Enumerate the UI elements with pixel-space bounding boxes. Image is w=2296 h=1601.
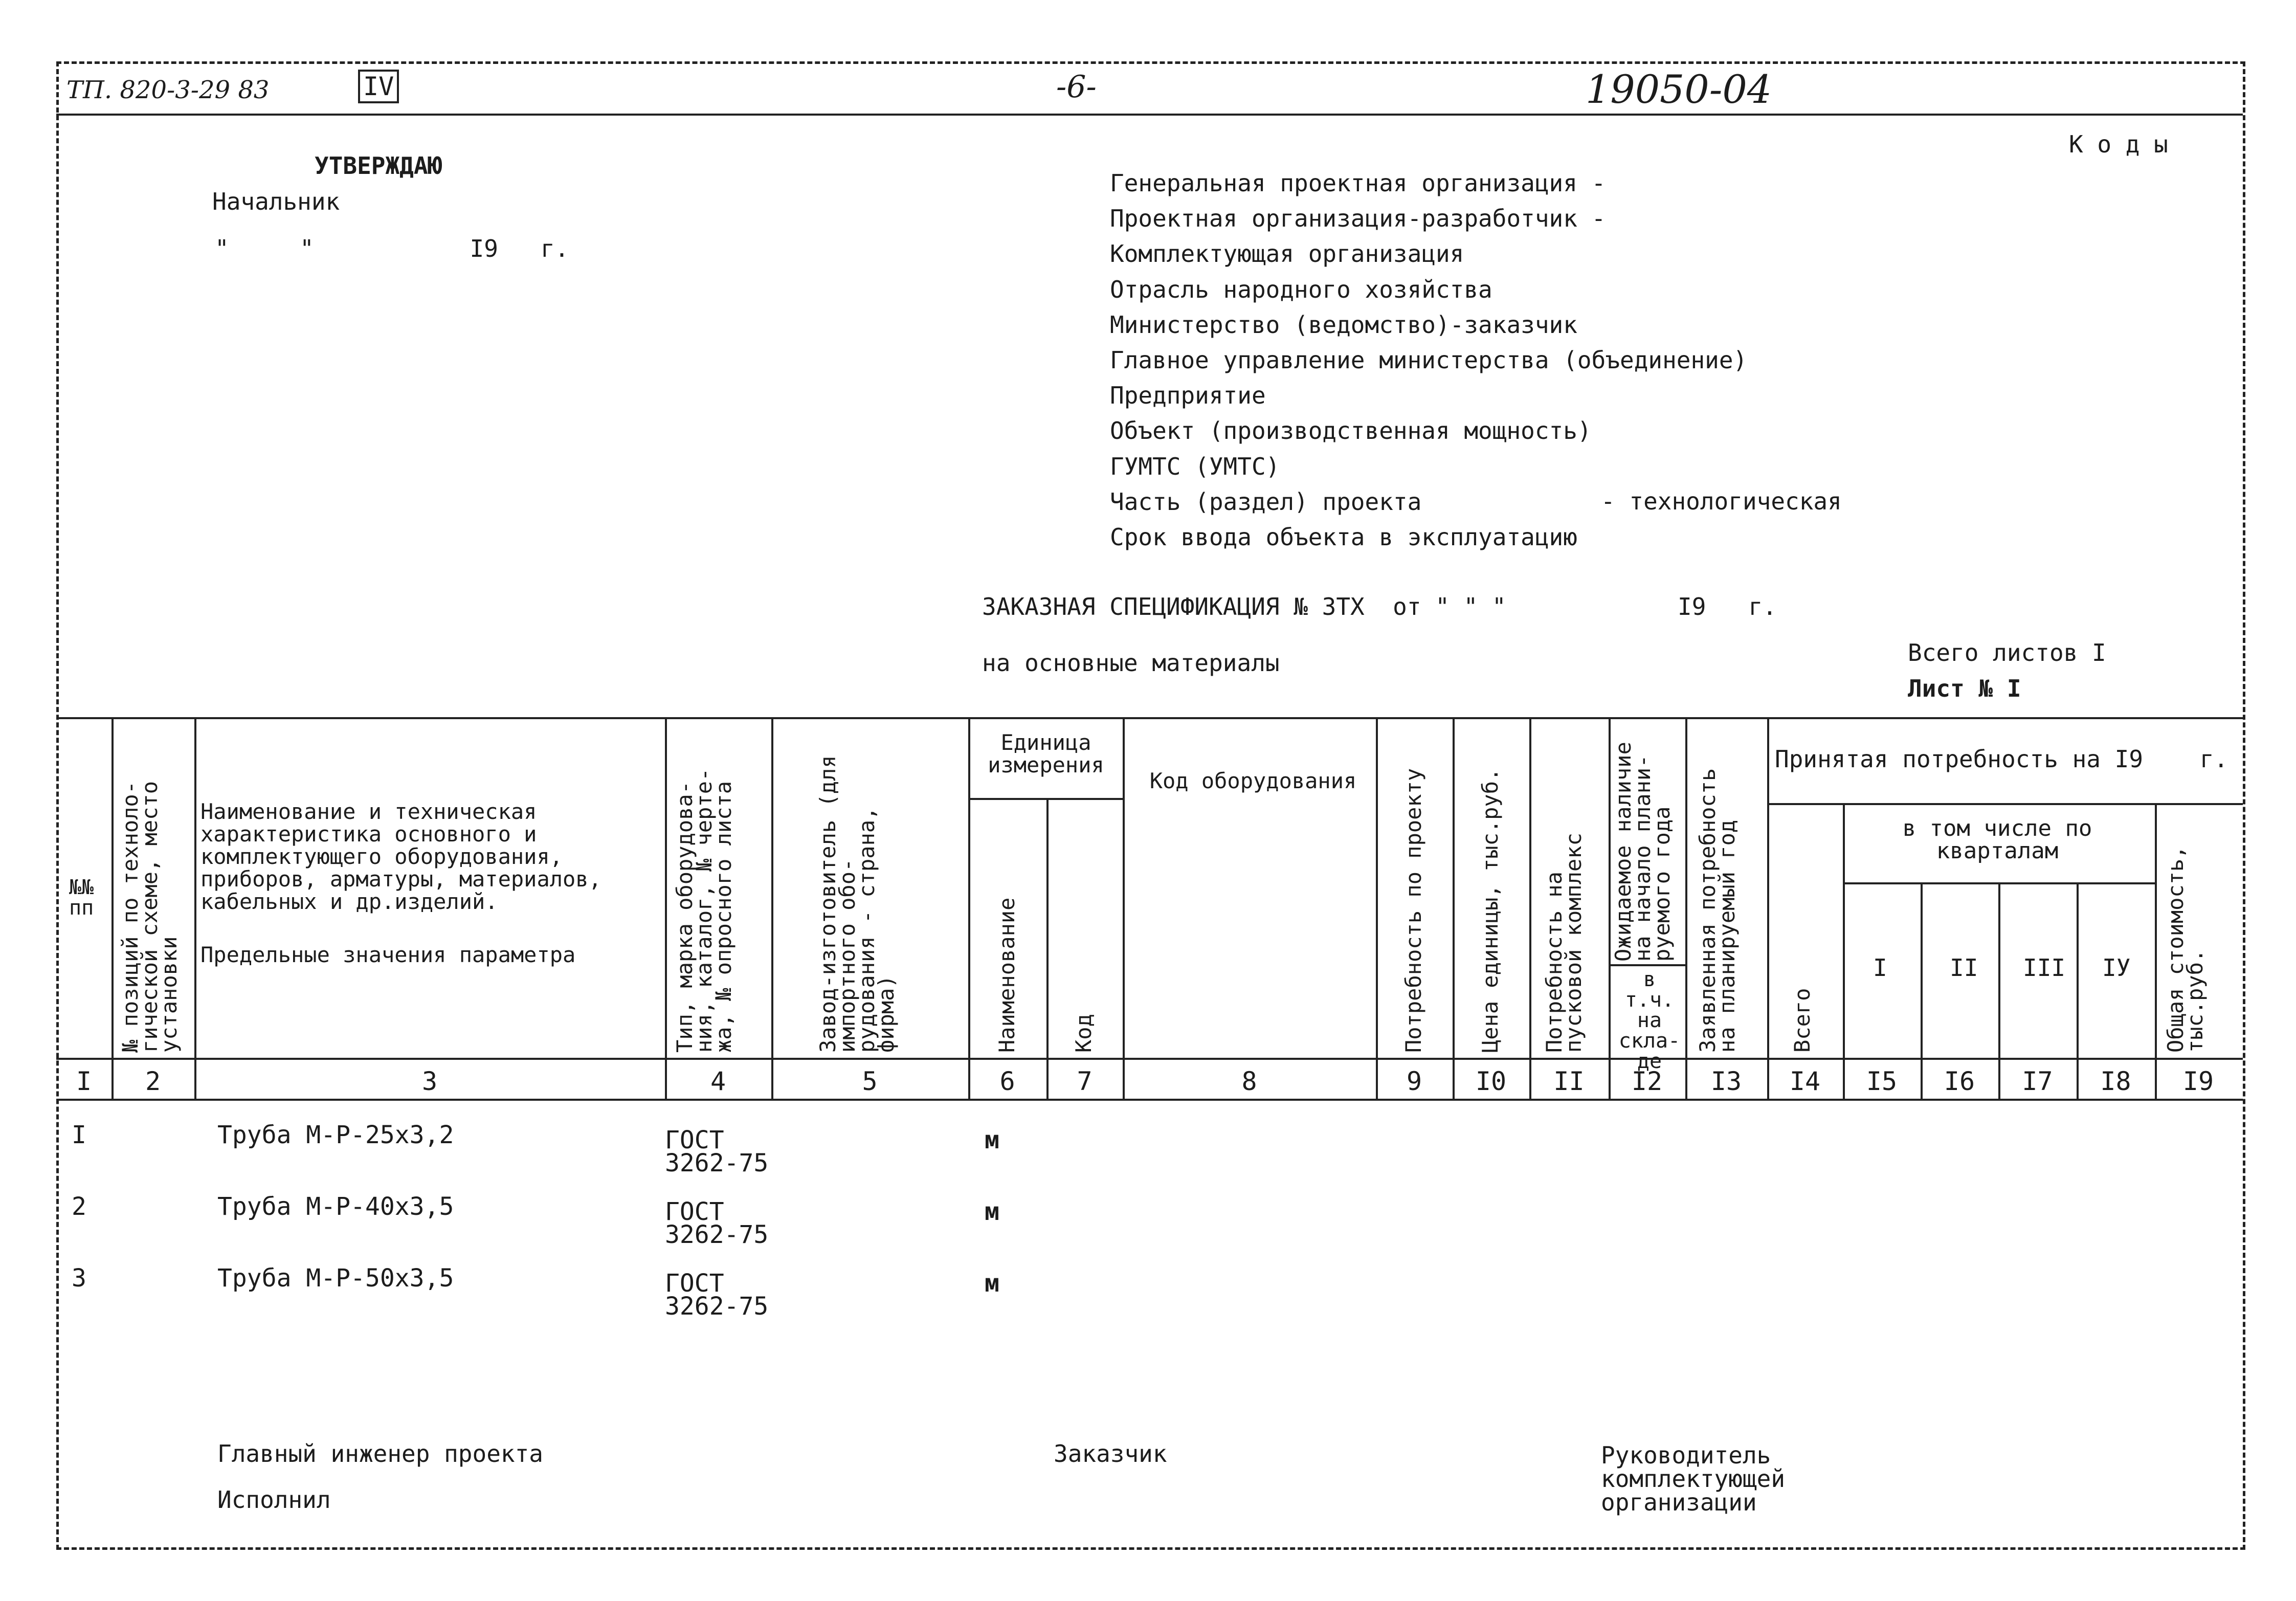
col-line-5 bbox=[968, 717, 970, 1099]
spec-year: I9 г. bbox=[1678, 593, 1777, 620]
col-line-8 bbox=[1376, 717, 1378, 1099]
col-line-14 bbox=[1843, 803, 1845, 1099]
col-number-10: I0 bbox=[1475, 1066, 1507, 1096]
inventory-number: 19050-04 bbox=[1586, 66, 1772, 112]
col-number-17: I7 bbox=[2022, 1066, 2053, 1096]
header-accepted-need: Принятая потребность на I9 г. bbox=[1775, 745, 2228, 773]
field-commission-date: Срок ввода объекта в эксплуатацию bbox=[1110, 523, 1577, 551]
header-expected-stock: Ожидаемое наличие на начало плани- руемого года bbox=[1611, 742, 1675, 962]
approval-title: УТВЕРЖДАЮ bbox=[315, 152, 442, 180]
doc-reference: ТП. 820-3-29 83 bbox=[66, 76, 270, 104]
col-number-1: I bbox=[76, 1066, 92, 1096]
project-part-value: - технологическая bbox=[1601, 487, 1842, 515]
approval-date: " " I9 г. bbox=[215, 235, 569, 262]
header-total-cost: Общая стоимость, тыс.руб. bbox=[2163, 846, 2208, 1053]
title-strip-divider bbox=[56, 114, 2243, 116]
col-number-18: I8 bbox=[2100, 1066, 2131, 1096]
col-number-2: 2 bbox=[145, 1066, 161, 1096]
col-number-6: 6 bbox=[999, 1066, 1015, 1096]
signature-chief-engineer: Главный инженер проекта bbox=[217, 1440, 543, 1467]
spec-title: ЗАКАЗНАЯ СПЕЦИФИКАЦИЯ № 3ТХ от " " " bbox=[982, 593, 1506, 620]
col-number-13: I3 bbox=[1710, 1066, 1742, 1096]
col-number-9: 9 bbox=[1406, 1066, 1422, 1096]
field-industry: Отрасль народного хозяйства bbox=[1110, 275, 1492, 303]
header-quarter-4: IУ bbox=[2102, 954, 2131, 982]
field-project-part: Часть (раздел) проекта bbox=[1110, 487, 1422, 516]
row-item-name: Труба М-Р-40х3,5 bbox=[217, 1192, 454, 1221]
row-standard-number: 3262-75 bbox=[665, 1292, 769, 1321]
col-line-7 bbox=[1123, 717, 1125, 1099]
row-standard: ГОСТ bbox=[665, 1269, 724, 1298]
header-declared-need: Заявленная потребность на планируемый год bbox=[1695, 768, 1740, 1053]
col-number-5: 5 bbox=[862, 1066, 878, 1096]
col-line-6 bbox=[1046, 798, 1049, 1099]
spec-subtitle: на основные материалы bbox=[982, 649, 1280, 677]
row-number: I bbox=[72, 1121, 86, 1149]
col-line-10 bbox=[1529, 717, 1531, 1099]
col-number-16: I6 bbox=[1944, 1066, 1975, 1096]
col-line-9 bbox=[1453, 717, 1455, 1099]
colnum-bottom-line bbox=[56, 1099, 2243, 1101]
field-enterprise: Предприятие bbox=[1110, 382, 1266, 410]
field-ministry: Министерство (ведомство)-заказчик bbox=[1110, 310, 1577, 339]
col-number-15: I5 bbox=[1866, 1066, 1898, 1096]
header-quarter-1: I bbox=[1873, 954, 1887, 982]
header-manufacturer: Завод-изготовитель (для импортного обо- рудования - страна, фирма) bbox=[815, 755, 899, 1053]
unit-subline bbox=[968, 798, 1123, 800]
header-unit-price: Цена единицы, тыс.руб. bbox=[1478, 768, 1503, 1053]
col-number-3: 3 bbox=[421, 1066, 438, 1096]
col-number-12: I2 bbox=[1631, 1066, 1663, 1096]
album-number: IV bbox=[358, 70, 399, 103]
col-number-8: 8 bbox=[1241, 1066, 1257, 1096]
header-quarter-2: II bbox=[1950, 954, 1978, 982]
row-standard: ГОСТ bbox=[665, 1126, 724, 1154]
row-unit: м bbox=[985, 1126, 999, 1154]
page-number: -6- bbox=[1056, 69, 1097, 105]
col-line-13 bbox=[1767, 717, 1769, 1099]
sheet-number: Лист № I bbox=[1908, 675, 2021, 702]
field-gumts: ГУМТС (УМТС) bbox=[1110, 452, 1280, 480]
header-equipment-code: Код оборудования bbox=[1149, 768, 1357, 793]
signature-customer: Заказчик bbox=[1054, 1440, 1167, 1467]
header-in-warehouse: в т.ч. на скла- де bbox=[1618, 968, 1681, 1073]
stock-subline bbox=[1609, 964, 1685, 966]
row-unit: м bbox=[985, 1197, 999, 1226]
sheets-total: Всего листов I bbox=[1908, 639, 2106, 666]
col-line-4 bbox=[771, 717, 773, 1099]
codes-label: К о д ы bbox=[2069, 130, 2168, 158]
field-supplier-org: Комплектующая организация bbox=[1110, 240, 1464, 268]
header-by-quarters: в том числе по кварталам bbox=[1902, 815, 2092, 864]
col-number-14: I4 bbox=[1789, 1066, 1821, 1096]
signature-executor: Исполнил bbox=[217, 1486, 331, 1514]
header-unit: Единица измерения bbox=[988, 730, 1104, 777]
col-number-11: II bbox=[1553, 1066, 1585, 1096]
header-limit-values: Предельные значения параметра bbox=[200, 942, 576, 967]
header-name-description: Наименование и техническая характеристика основного и комплектующего оборудования, приборов, арматуры, материалов, кабельных и др.изделий. bbox=[200, 799, 601, 914]
field-main-department: Главное управление министерства (объединение) bbox=[1110, 346, 1748, 374]
col-line-12 bbox=[1685, 717, 1687, 1099]
signature-supplier-head: Руководитель комплектующей организации bbox=[1601, 1441, 1786, 1516]
header-unit-code: Код bbox=[1071, 1014, 1096, 1053]
header-bottom-line bbox=[56, 1058, 2243, 1060]
row-item-name: Труба М-Р-50х3,5 bbox=[217, 1264, 454, 1293]
col-line-3 bbox=[665, 717, 667, 1099]
field-developer-org: Проектная организация-разработчик - bbox=[1110, 205, 1606, 233]
header-total: Всего bbox=[1790, 988, 1815, 1053]
header-need-startup: Потребность на пусковой комплекс bbox=[1542, 833, 1586, 1053]
header-need-project: Потребность по проекту bbox=[1401, 768, 1426, 1053]
col-line-1 bbox=[112, 717, 114, 1099]
table-top-line bbox=[56, 717, 2243, 719]
col-number-19: I9 bbox=[2182, 1066, 2214, 1096]
header-row-number: №№ пп bbox=[69, 876, 94, 920]
header-unit-name: Наименование bbox=[994, 897, 1019, 1053]
col-number-4: 4 bbox=[710, 1066, 726, 1096]
col-line-18 bbox=[2155, 803, 2157, 1099]
row-number: 3 bbox=[72, 1264, 86, 1293]
col-number-7: 7 bbox=[1077, 1066, 1093, 1096]
row-standard: ГОСТ bbox=[665, 1197, 724, 1226]
header-quarter-3: III bbox=[2023, 954, 2066, 982]
header-type-brand: Тип, марка оборудова- ния, каталог, № черте- жа, № опросного листа bbox=[672, 768, 736, 1053]
field-object: Объект (производственная мощность) bbox=[1110, 417, 1592, 445]
row-standard-number: 3262-75 bbox=[665, 1149, 769, 1177]
row-standard-number: 3262-75 bbox=[665, 1220, 769, 1249]
field-general-org: Генеральная проектная организация - bbox=[1110, 169, 1606, 197]
row-unit: м bbox=[985, 1269, 999, 1298]
approval-position: Начальник bbox=[212, 188, 340, 215]
row-number: 2 bbox=[72, 1192, 86, 1221]
col-line-2 bbox=[194, 717, 196, 1099]
header-position: № позиций по техноло- гической схеме, место установки bbox=[118, 781, 182, 1053]
row-item-name: Труба М-Р-25х3,2 bbox=[217, 1121, 454, 1149]
